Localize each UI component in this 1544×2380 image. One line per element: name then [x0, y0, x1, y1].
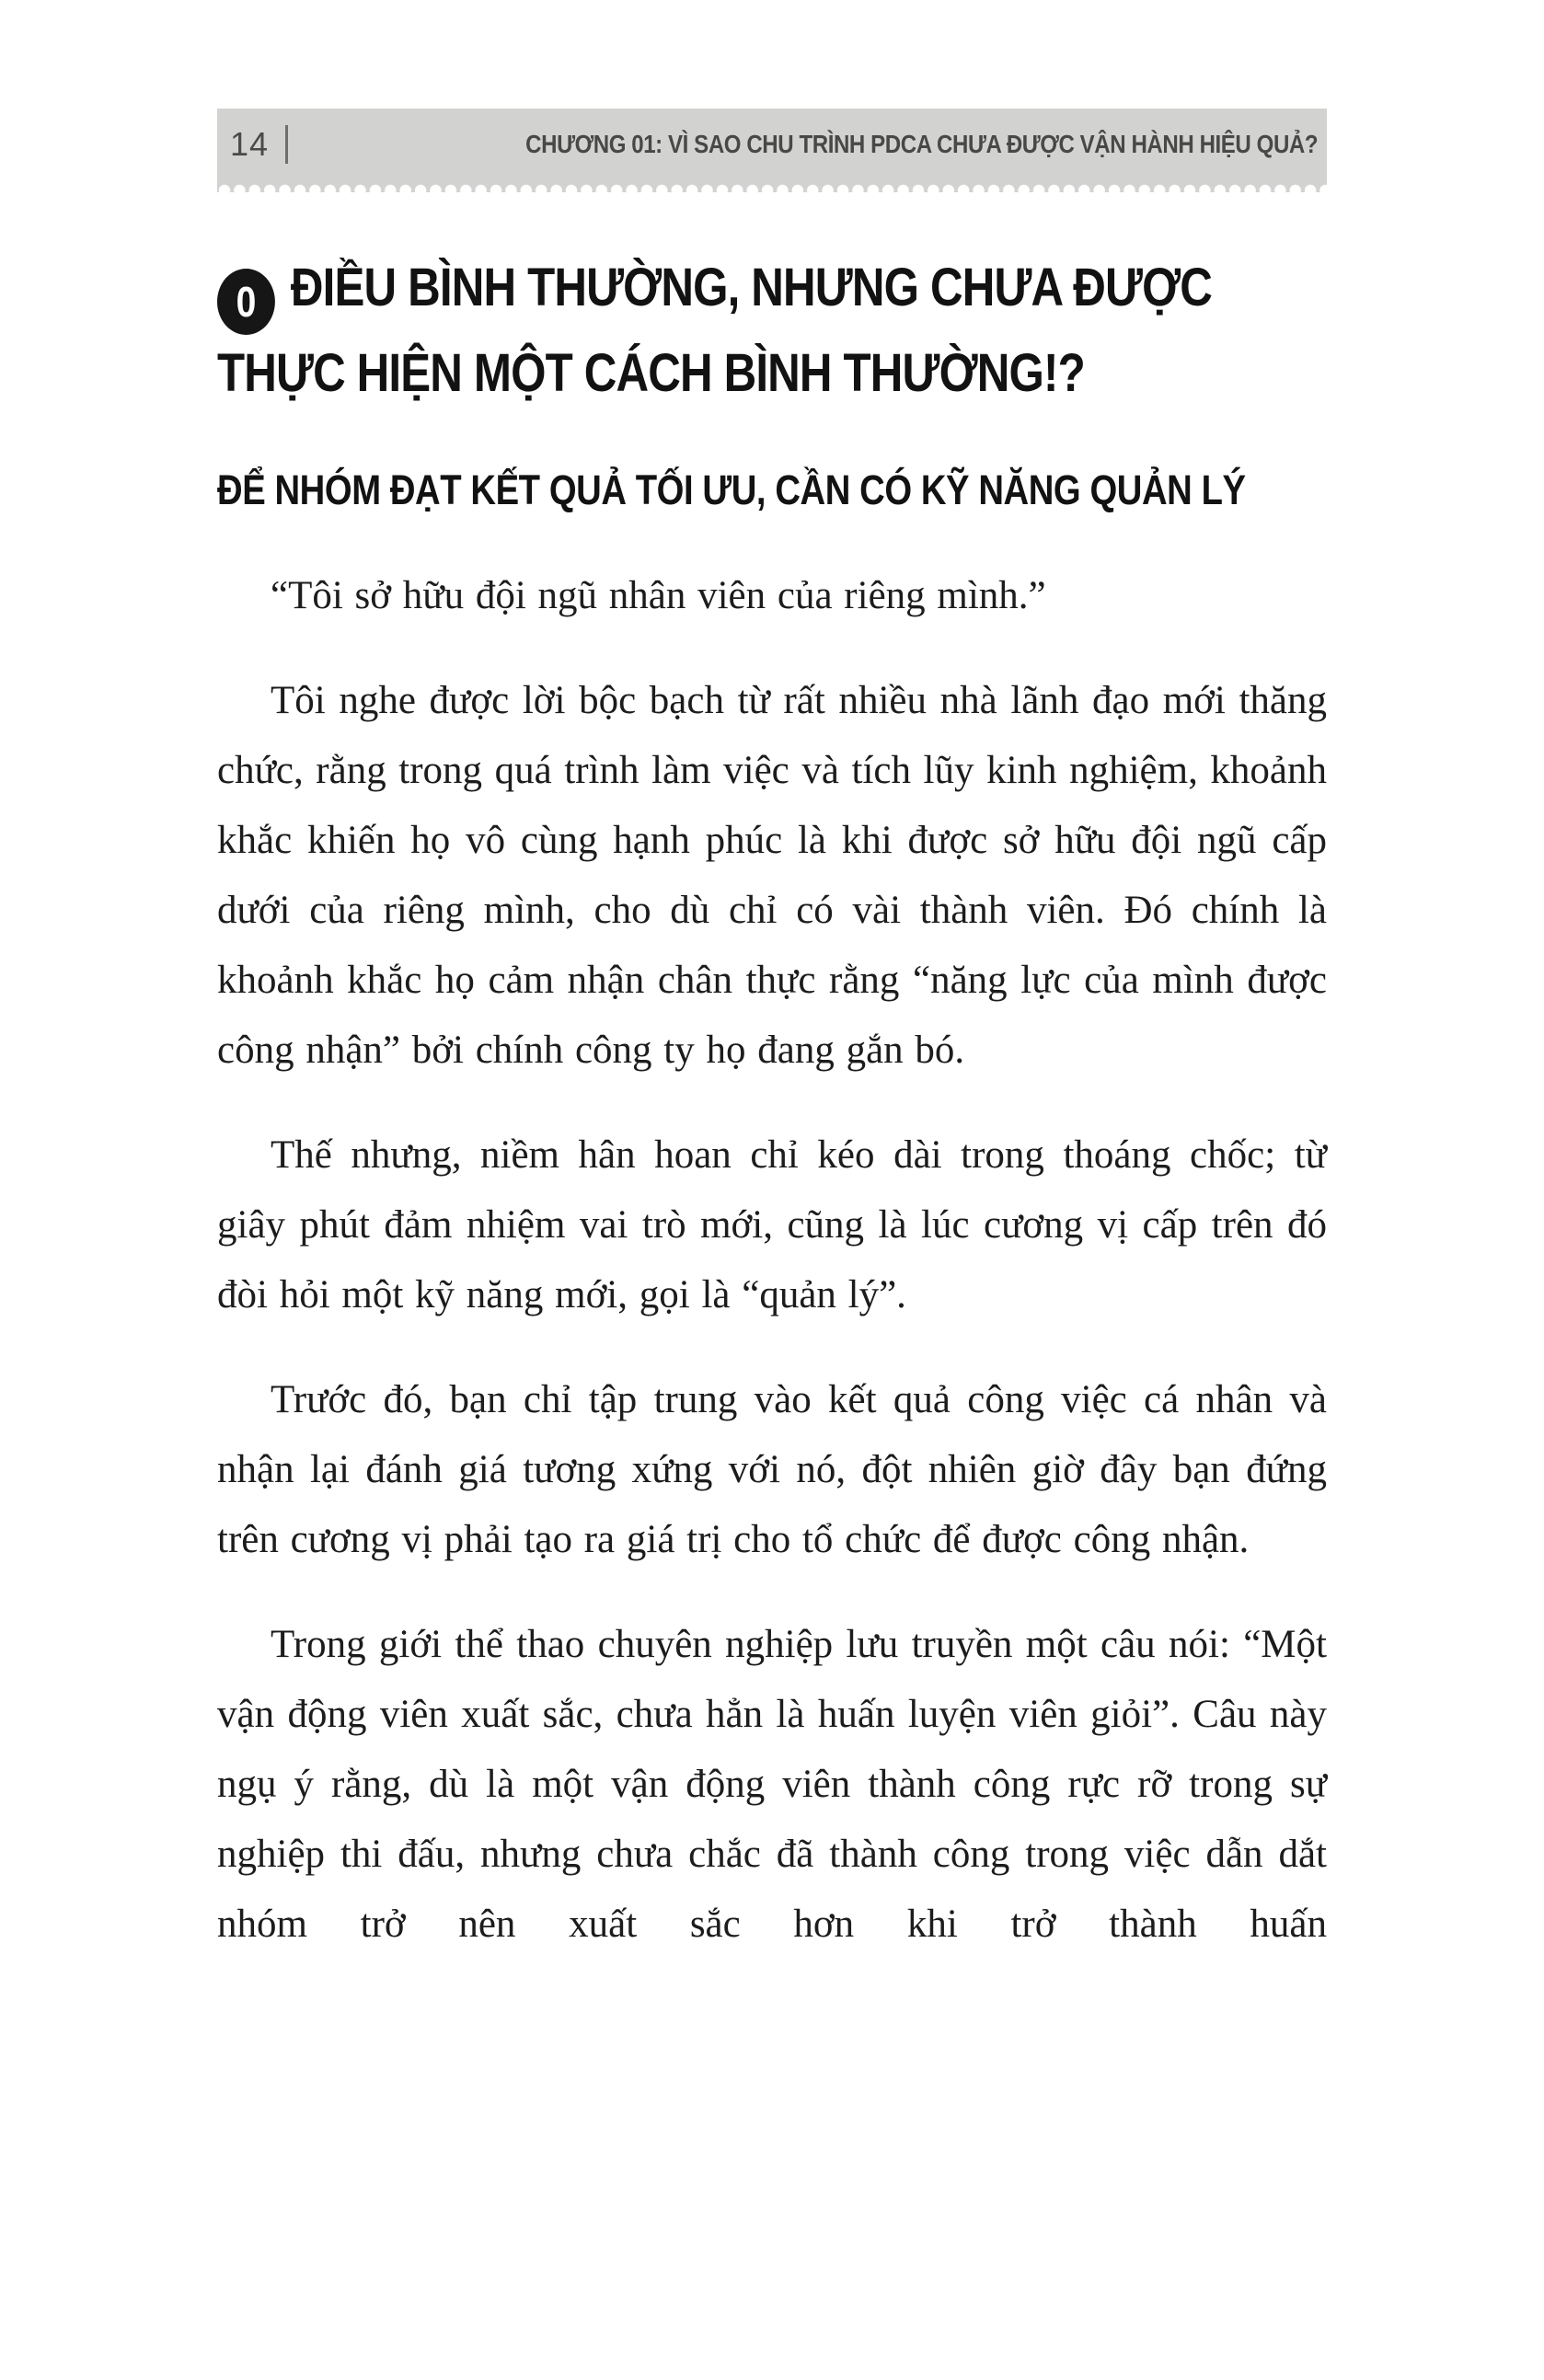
chapter-title: CHƯƠNG 01: VÌ SAO CHU TRÌNH PDCA CHƯA ĐƯỢC VẬN HÀNH HIỆU QUẢ?	[525, 130, 1318, 158]
running-header-bar	[217, 109, 1327, 180]
header-scallop-edge	[217, 180, 1327, 192]
paragraph-continues-next-page: Trong giới thể thao chuyên nghiệp lưu truyền một câu nói: “Một vận động viên xuất sắc, chưa hẳn là huấn luyện viên giỏi”. Câu này ngụ ý rằng, dù là một vận động viên thành công rực rỡ trong sự nghiệp thi đấu, nhưng chưa chắc đã thành công trong việc dẫn dắt nhóm trở nên xuất sắc hơn khi trở thành huấn	[217, 1623, 1327, 1946]
paragraph: Thế nhưng, niềm hân hoan chỉ kéo dài trong thoáng chốc; từ giây phút đảm nhiệm vai trò mới, cũng là lúc cương vị cấp trên đó đòi hỏi một kỹ năng mới, gọi là “quản lý”.	[217, 1133, 1327, 1316]
book-page	[0, 109, 1544, 2380]
section-subtitle: ĐỂ NHÓM ĐẠT KẾT QUẢ TỐI ƯU, CẦN CÓ KỸ NĂNG QUẢN LÝ	[217, 466, 1246, 513]
page-content-column	[217, 109, 1327, 1960]
paragraph-quote: “Tôi sở hữu đội ngũ nhân viên của riêng mình.”	[271, 574, 1046, 617]
page-number: 14	[230, 125, 270, 163]
header-divider	[285, 125, 288, 164]
paragraph: Tôi nghe được lời bộc bạch từ rất nhiều nhà lãnh đạo mới thăng chức, rằng trong quá trình làm việc và tích lũy kinh nghiệm, khoảnh khắc khiến họ vô cùng hạnh phúc là khi được sở hữu đội ngũ cấp dưới của riêng mình, cho dù chỉ có vài thành viên. Đó chính là khoảnh khắc họ cảm nhận chân thực rằng “năng lực của mình được công nhận” bởi chính công ty họ đang gắn bó.	[217, 679, 1327, 1072]
body-text	[217, 561, 1327, 1960]
section-title-text: ĐIỀU BÌNH THƯỜNG, NHƯNG CHƯA ĐƯỢC THỰC HIỆN MỘT CÁCH BÌNH THƯỜNG!?	[217, 258, 1213, 403]
section-title	[217, 249, 1328, 412]
paragraph: Trước đó, bạn chỉ tập trung vào kết quả công việc cá nhân và nhận lại đánh giá tương xứng với nó, đột nhiên giờ đây bạn đứng trên cương vị phải tạo ra giá trị cho tổ chức để được công nhận.	[217, 1378, 1327, 1561]
running-header	[217, 109, 1327, 192]
section-number-badge: 0	[217, 269, 275, 335]
